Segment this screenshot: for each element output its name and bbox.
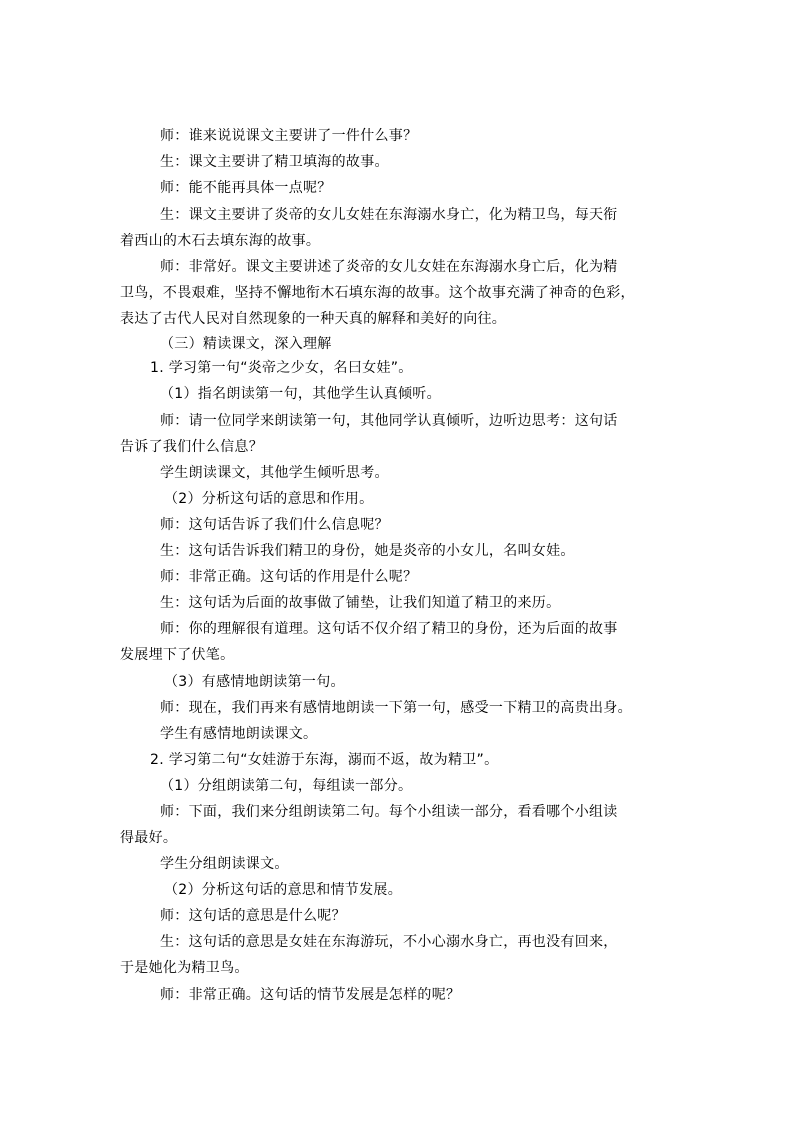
text-line: 师：能不能再具体一点呢？: [160, 180, 332, 196]
text-line: 师：你的理解很有道理。这句话不仅介绍了精卫的身份，还为后面的故事: [160, 621, 618, 637]
text-line: 学生朗读课文，其他学生倾听思考。: [160, 465, 389, 481]
text-line: 学生分组朗读课文。: [160, 856, 289, 872]
text-line: 学生有感情地朗读课文。: [160, 726, 318, 742]
text-line: 生：课文主要讲了精卫填海的故事。: [160, 154, 389, 170]
text-line: 发展埋下了伏笔。: [120, 647, 235, 663]
text-line: 生：这句话的意思是女娃在东海游玩，不小心溺水身亡，再也没有回来，: [160, 934, 618, 950]
text-line: 师：这句话的意思是什么呢？: [160, 908, 346, 924]
text-line: 生：这句话告诉我们精卫的身份，她是炎帝的小女儿，名叫女娃。: [160, 543, 575, 559]
text-line: 师：下面，我们来分组朗读第二句。每个小组读一部分，看看哪个小组读: [160, 804, 618, 820]
text-line: 着西山的木石去填东海的故事。: [120, 233, 321, 249]
text-line: 告诉了我们什么信息？: [120, 439, 263, 455]
text-line: 表达了古代人民对自然现象的一种天真的解释和美好的向往。: [120, 311, 507, 327]
text-line: 师：这句话告诉了我们什么信息呢？: [160, 517, 389, 533]
text-line: 师：非常正确。这句话的情节发展是怎样的呢？: [160, 987, 461, 1003]
text-line: 师：非常好。课文主要讲述了炎帝的女儿女娃在东海溺水身亡后，化为精: [160, 259, 618, 275]
text-line: 生：这句话为后面的故事做了铺垫，让我们知道了精卫的来历。: [160, 595, 561, 611]
text-line: 师：非常正确。这句话的作用是什么呢？: [160, 569, 418, 585]
text-line: 师：现在，我们再来有感情地朗读一下第一句，感受一下精卫的高贵出身。: [160, 700, 632, 716]
step-heading: （1）分组朗读第二句，每组读一部分。: [160, 778, 413, 794]
text-line: 师：谁来说说课文主要讲了一件什么事？: [160, 128, 418, 144]
text-line: 生：课文主要讲了炎帝的女儿女娃在东海溺水身亡，化为精卫鸟，每天衔: [160, 207, 618, 223]
step-heading: （2）分析这句话的意思和作用。: [164, 491, 374, 507]
text-line: 得最好。: [120, 830, 178, 846]
step-heading: （2）分析这句话的意思和情节发展。: [164, 882, 403, 898]
text-line: 师：请一位同学来朗读第一句，其他同学认真倾听，边听边思考：这句话: [160, 413, 618, 429]
subsection-heading: 1. 学习第一句“炎帝之少女，名曰女娃”。: [150, 360, 413, 376]
section-heading: （三）精读课文，深入理解: [160, 336, 332, 352]
text-line: 于是她化为精卫鸟。: [120, 960, 249, 976]
step-heading: （1）指名朗读第一句，其他学生认真倾听。: [160, 386, 441, 402]
subsection-heading: 2. 学习第二句“女娃游于东海，溺而不返，故为精卫”。: [150, 752, 499, 768]
step-heading: （3）有感情地朗读第一句。: [164, 674, 345, 690]
text-line: 卫鸟，不畏艰难，坚持不懈地衔木石填东海的故事。这个故事充满了神奇的色彩，: [120, 285, 635, 301]
